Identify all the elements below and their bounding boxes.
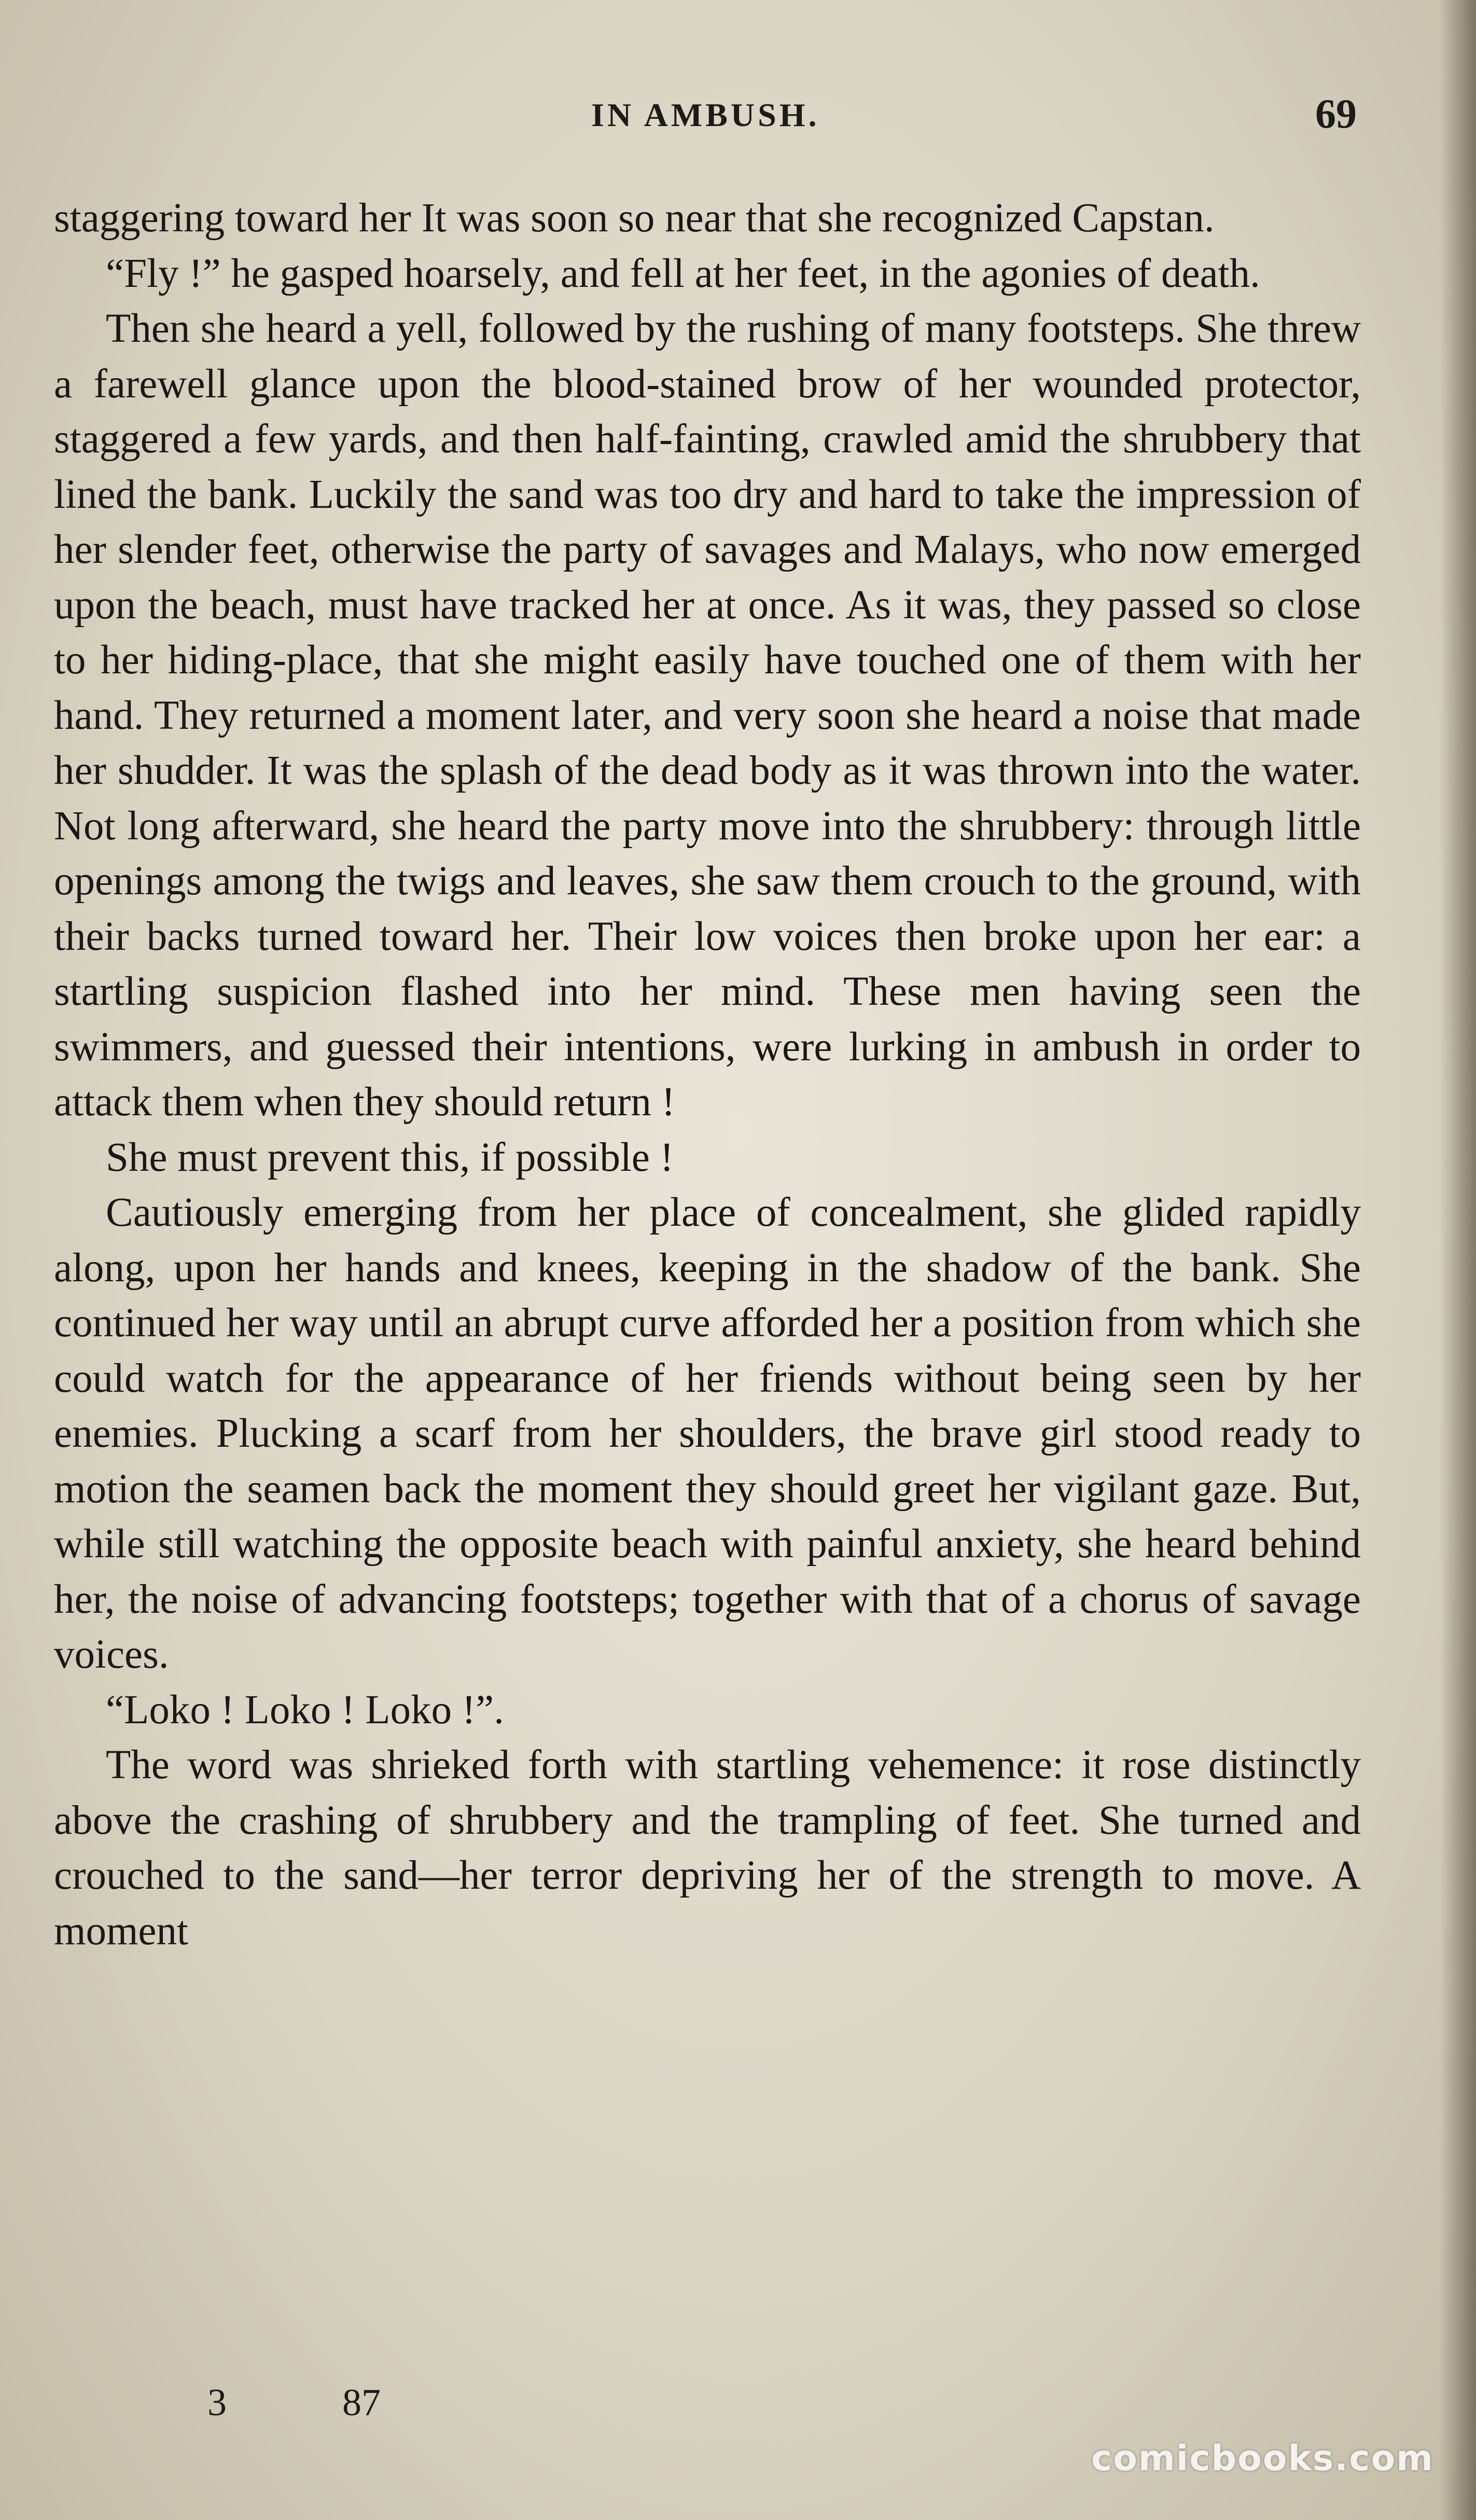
page-footer <box>0 2381 1476 2438</box>
paragraph: staggering toward her It was soon so near that she recognized Capstan. <box>54 196 1215 241</box>
paragraph: She must prevent this, if possible ! <box>106 1134 674 1180</box>
spine-shadow <box>1440 0 1476 2520</box>
paragraph: The word was shrieked forth with startling vehemence: it rose distinctly above the crashing of shrubbery and the trampling of feet. She turned and crouched to the sand—her terror depriving her of the strength to move. A moment <box>54 1742 1361 1954</box>
running-head: IN AMBUSH. <box>591 96 820 133</box>
paragraph: “Loko ! Loko ! Loko !”. <box>106 1687 504 1733</box>
page-header <box>0 91 1476 148</box>
paragraph: “Fly !” he gasped hoarsely, and fell at her feet, in the agonies of death. <box>106 251 1260 296</box>
sheet-number: 87 <box>342 2381 381 2424</box>
paragraph: Then she heard a yell, followed by the rushing of many footsteps. She threw a farewell glance upon the blood-stained brow of her wounded protector, staggered a few yards, and then half-fainting, crawled amid the shrubbery that lined the bank. Luckily the sand was too dry and hard to take the impression of her slender feet, otherwise the party of savages and Malays, who now emerged upon the beach, must have tracked her at once. As it was, they passed so close to her hiding-place, that she might easily have touched one of them with her hand. They returned a moment later, and very soon she heard a noise that made her shudder. It was the splash of the dead body as it was thrown into the water. Not long afterward, she heard the party move into the shrubbery: through little openings among the twigs and leaves, she saw them crouch to the ground, with their backs turned toward her. Their low voices then broke upon her ear: a startling suspicion flashed into her mind. These men having seen the swimmers, and guessed their intentions, were lurking in ambush in order to attack them when they should return ! <box>54 306 1361 1125</box>
signature-mark: 3 <box>207 2381 227 2424</box>
body-text <box>54 191 1361 1959</box>
watermark: comicbooks.com <box>1091 2438 1435 2479</box>
page-number: 69 <box>1315 91 1357 137</box>
paragraph: Cautiously emerging from her place of concealment, she glided rapidly along, upon her hands and knees, keeping in the shadow of the bank. She continued her way until an abrupt curve afforded her a position from which she could watch for the appearance of her friends without being seen by her enemies. Plucking a scarf from her shoulders, the brave girl stood ready to motion the seamen back the moment they should greet her vigilant gaze. But, while still watching the opposite beach with painful anxiety, she heard behind her, the noise of advancing footsteps; together with that of a chorus of savage voices. <box>54 1190 1361 1677</box>
